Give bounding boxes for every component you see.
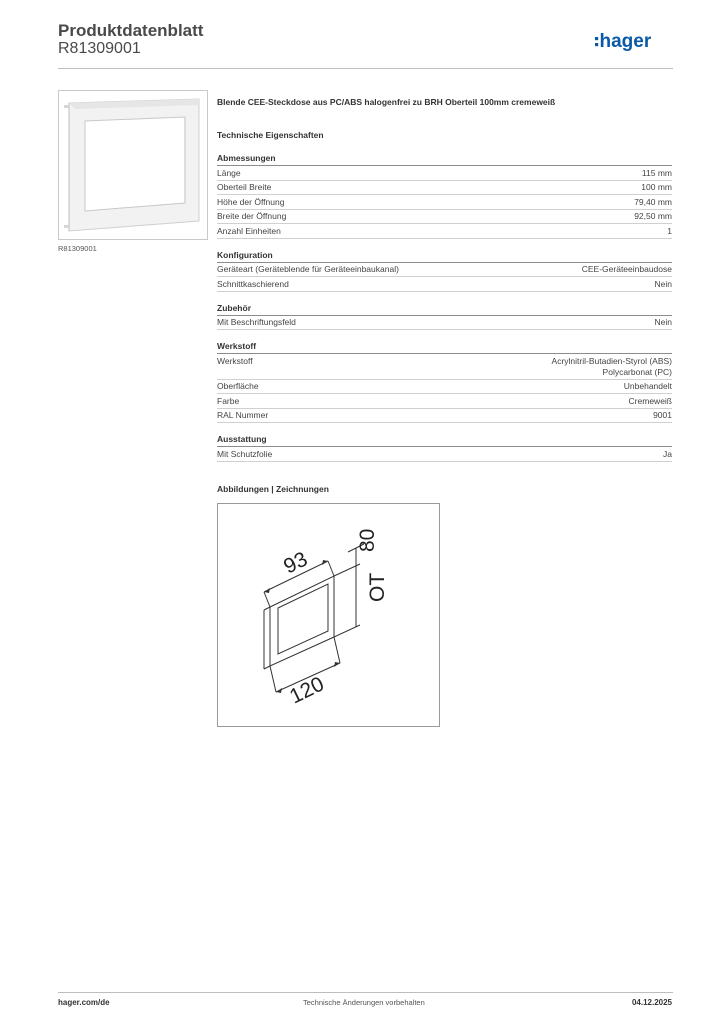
footer-disclaimer: Technische Änderungen vorbehalten xyxy=(303,998,425,1007)
spec-label: Länge xyxy=(217,167,241,178)
spec-row xyxy=(217,354,672,380)
dim-label-ot: OT xyxy=(366,572,389,602)
spec-label: Oberteil Breite xyxy=(217,182,272,192)
spec-row xyxy=(217,447,672,462)
footer-website-link[interactable]: hager.com/de xyxy=(58,998,110,1007)
header-divider xyxy=(58,68,673,69)
hager-logo xyxy=(594,30,674,56)
spec-value: 100 mm xyxy=(641,182,672,192)
spec-row xyxy=(217,277,672,292)
drawings-heading: Abbildungen | Zeichnungen xyxy=(217,483,329,494)
spec-row xyxy=(217,316,672,331)
spec-value: 92,50 mm xyxy=(634,211,672,221)
section-konfiguration xyxy=(217,250,672,292)
spec-value: 115 mm xyxy=(641,167,672,178)
product-description: Blende CEE-Steckdose aus PC/ABS halogenfrei zu BRH Oberteil 100mm cremeweiß xyxy=(217,97,556,107)
spec-row xyxy=(217,224,672,239)
section-title: Werkstoff xyxy=(217,341,672,354)
section-title: Abmessungen xyxy=(217,153,672,166)
spec-value: Nein xyxy=(654,278,672,289)
spec-label: Höhe der Öffnung xyxy=(217,196,285,207)
spec-row xyxy=(217,210,672,225)
spec-row xyxy=(217,195,672,210)
spec-row xyxy=(217,166,672,181)
spec-label: Mit Schutzfolie xyxy=(217,448,273,459)
footer-date: 04.12.2025 xyxy=(631,998,672,1007)
footer-divider xyxy=(58,992,673,993)
spec-value: Ja xyxy=(663,448,672,459)
logo-dot-bottom xyxy=(595,43,598,46)
page-title: Produktdatenblatt xyxy=(58,21,204,40)
section-werkstoff xyxy=(217,341,672,423)
section-title: Ausstattung xyxy=(217,434,672,447)
spec-value: Cremeweiß xyxy=(628,395,672,406)
section-abmessungen xyxy=(217,153,672,239)
spec-label: Geräteart (Geräteblende für Geräteeinbaukanal) xyxy=(217,264,399,274)
dim-label-80: 80 xyxy=(356,528,379,552)
spec-row xyxy=(217,181,672,196)
dim-label-93: 93 xyxy=(280,547,312,579)
spec-label: Werkstoff xyxy=(217,355,253,366)
spec-row xyxy=(217,380,672,395)
frame-outline xyxy=(270,576,334,666)
technical-drawing xyxy=(217,503,440,727)
product-image xyxy=(58,90,208,240)
spec-value: Acrylnitril-Butadien-Styrol (ABS) Polycarbonat (PC) xyxy=(551,355,672,377)
spec-value: CEE-Geräteeinbaudose xyxy=(581,264,672,274)
section-title: Konfiguration xyxy=(217,250,672,263)
dim-label-120: 120 xyxy=(286,672,328,709)
section-title: Zubehör xyxy=(217,303,672,316)
spec-label: Oberfläche xyxy=(217,381,259,391)
logo-dot-top xyxy=(595,37,598,40)
properties-heading: Technische Eigenschaften xyxy=(217,130,324,140)
dimension-drawing xyxy=(218,504,439,726)
product-details xyxy=(217,97,672,494)
spec-label: Breite der Öffnung xyxy=(217,211,287,221)
spec-value: 79,40 mm xyxy=(634,196,672,207)
section-zubehoer xyxy=(217,303,672,331)
frame-illustration xyxy=(59,91,207,239)
section-ausstattung xyxy=(217,434,672,462)
spec-label: Mit Beschriftungsfeld xyxy=(217,317,296,327)
spec-row xyxy=(217,394,672,409)
spec-value: Unbehandelt xyxy=(623,381,672,391)
spec-value: 1 xyxy=(667,225,672,236)
article-number: R81309001 xyxy=(58,40,141,57)
spec-label: Farbe xyxy=(217,395,240,406)
spec-value: 9001 xyxy=(653,410,672,420)
image-caption: R81309001 xyxy=(58,244,97,253)
spec-value: Nein xyxy=(654,317,672,327)
spec-row xyxy=(217,409,672,424)
spec-label: RAL Nummer xyxy=(217,410,269,420)
spec-label: Anzahl Einheiten xyxy=(217,225,281,236)
spec-label: Schnittkaschierend xyxy=(217,278,289,289)
logo-text: hager xyxy=(599,31,652,52)
spec-row xyxy=(217,263,672,278)
